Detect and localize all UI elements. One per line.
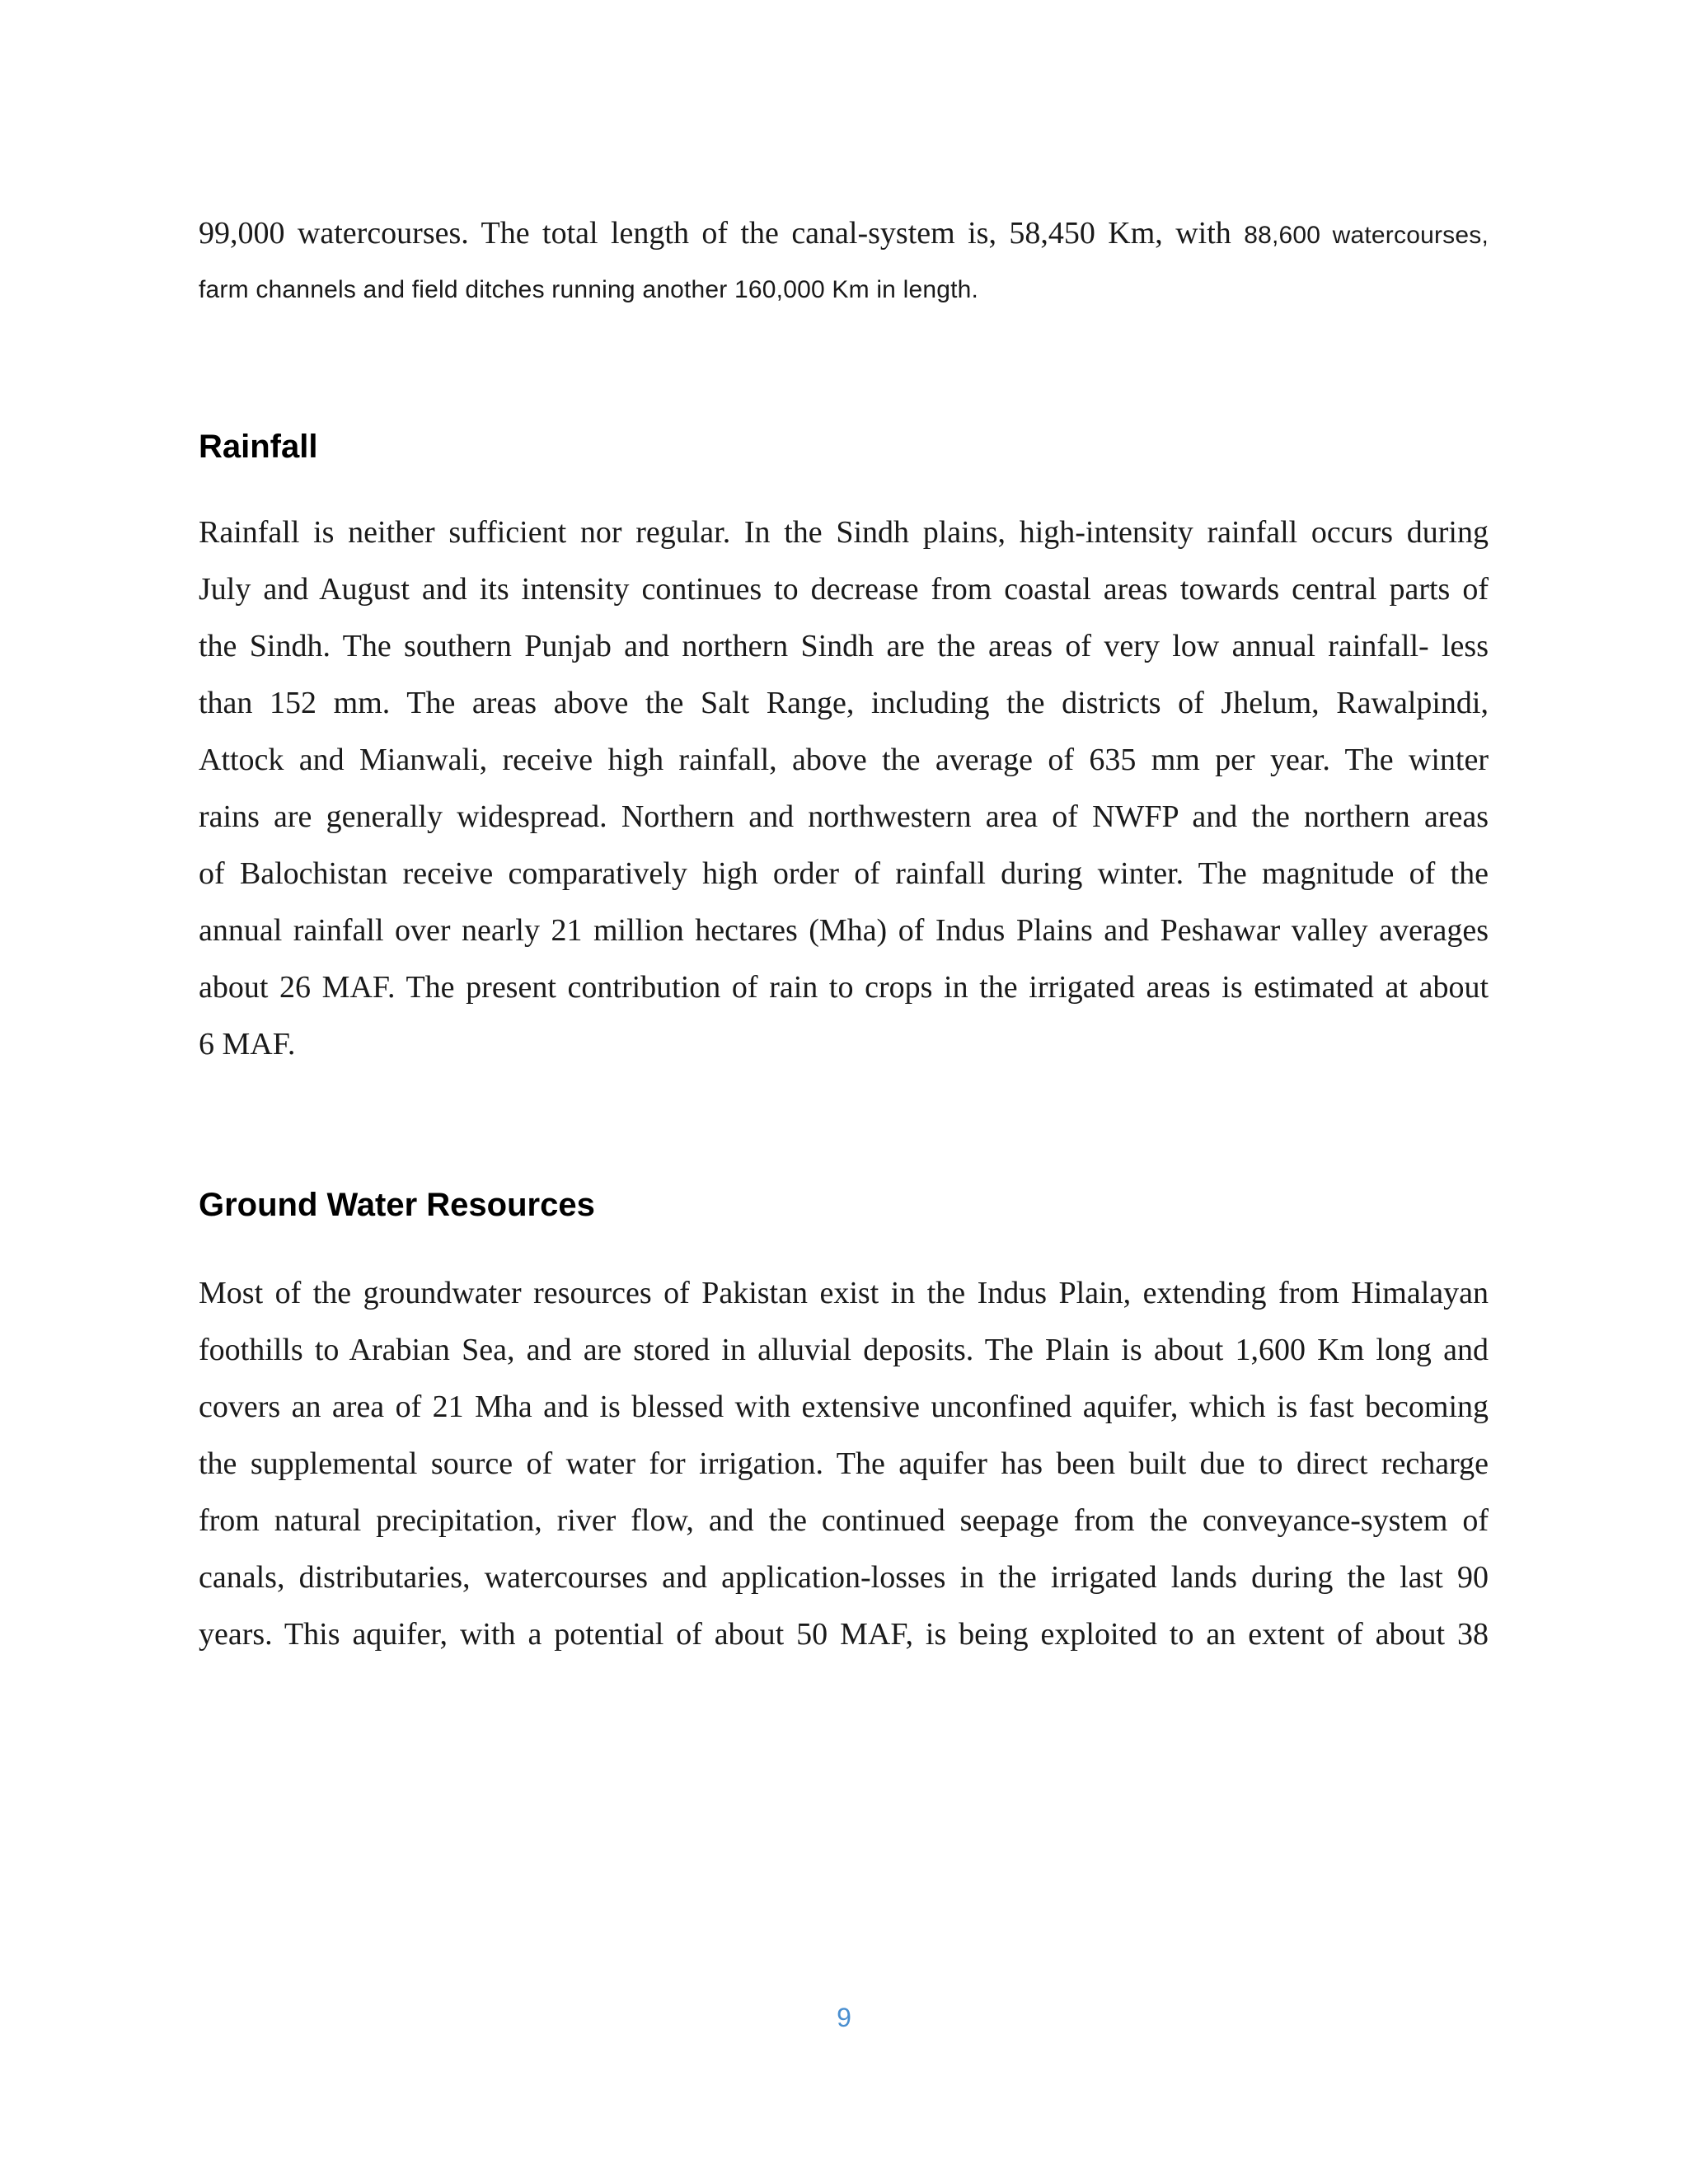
- page-number: 9: [837, 2003, 851, 2032]
- groundwater-line: foothills to Arabian Sea, and are stored in alluvial deposits. The Plain is about 1,600 Km long and: [199, 1333, 1489, 1367]
- groundwater-line: Most of the groundwater resources of Pakistan exist in the Indus Plain, extending from Himalayan: [199, 1276, 1489, 1310]
- groundwater-line: the supplemental source of water for irrigation. The aquifer has been built due to direct recharge: [199, 1446, 1489, 1481]
- rainfall-heading: Rainfall: [199, 429, 318, 465]
- rainfall-line: about 26 MAF. The present contribution of rain to crops in the irrigated areas is estimated at about: [199, 970, 1489, 1005]
- rainfall-paragraph: [199, 504, 1489, 1073]
- rainfall-line: 6 MAF.: [199, 1027, 296, 1062]
- rainfall-line: rains are generally widespread. Northern and northwestern area of NWFP and the northern areas: [199, 799, 1489, 834]
- intro-line-1-serif: 99,000 watercourses. The total length of the canal-system is, 58,450 Km, with: [199, 216, 1245, 251]
- rainfall-line: of Balochistan receive comparatively high order of rainfall during winter. The magnitude of the: [199, 856, 1489, 891]
- rainfall-line: Attock and Mianwali, receive high rainfall, above the average of 635 mm per year. The winter: [199, 743, 1489, 777]
- intro-line-1-sans: 88,600 watercourses,: [1244, 222, 1489, 249]
- groundwater-heading: Ground Water Resources: [199, 1187, 595, 1223]
- intro-paragraph: [199, 206, 1489, 317]
- intro-line-2: farm channels and field ditches running another 160,000 Km in length.: [199, 276, 979, 303]
- groundwater-line: years. This aquifer, with a potential of about 50 MAF, is being exploited to an extent of about 38: [199, 1617, 1489, 1652]
- groundwater-line: canals, distributaries, watercourses and application-losses in the irrigated lands during the last 90: [199, 1560, 1489, 1595]
- intro-line-1: [199, 206, 1489, 263]
- groundwater-line: covers an area of 21 Mha and is blessed with extensive unconfined aquifer, which is fast becoming: [199, 1390, 1489, 1424]
- rainfall-line: annual rainfall over nearly 21 million hectares (Mha) of Indus Plains and Peshawar valley averages: [199, 913, 1489, 948]
- rainfall-line: Rainfall is neither sufficient nor regular. In the Sindh plains, high-intensity rainfall occurs during: [199, 515, 1489, 550]
- rainfall-line: than 152 mm. The areas above the Salt Range, including the districts of Jhelum, Rawalpindi,: [199, 686, 1489, 720]
- rainfall-line: July and August and its intensity continues to decrease from coastal areas towards central parts of: [199, 572, 1489, 607]
- groundwater-paragraph: [199, 1265, 1489, 1663]
- groundwater-line: from natural precipitation, river flow, and the continued seepage from the conveyance-system of: [199, 1503, 1489, 1538]
- rainfall-line: the Sindh. The southern Punjab and northern Sindh are the areas of very low annual rainfall- less: [199, 629, 1489, 663]
